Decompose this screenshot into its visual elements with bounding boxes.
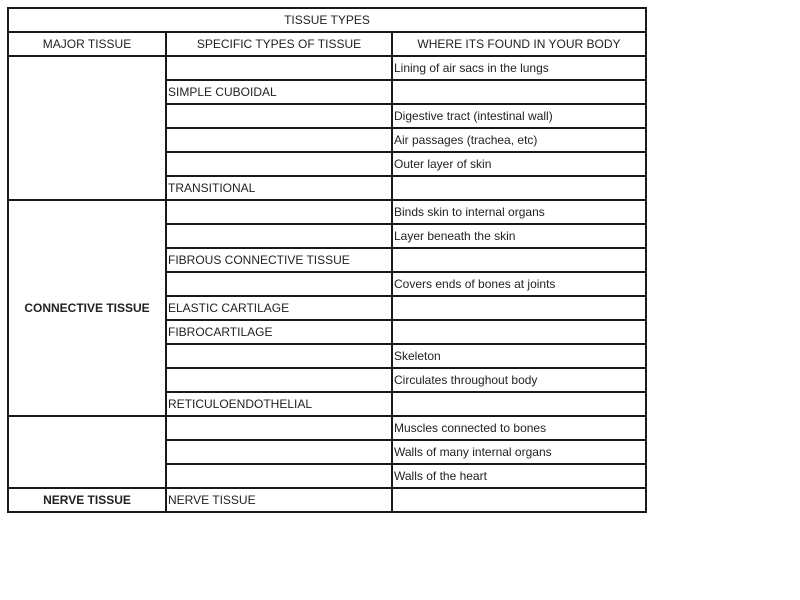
location-cell[interactable]: Lining of air sacs in the lungs (392, 56, 646, 80)
tissue-types-table (7, 7, 647, 513)
major-tissue-cell[interactable] (8, 56, 166, 200)
table-row (8, 200, 646, 224)
table-row (8, 56, 646, 80)
specific-type-cell[interactable] (166, 200, 392, 224)
specific-type-cell[interactable] (166, 416, 392, 440)
header-location: WHERE ITS FOUND IN YOUR BODY (392, 32, 646, 56)
location-cell[interactable] (392, 296, 646, 320)
major-tissue-cell: CONNECTIVE TISSUE (8, 200, 166, 416)
table-row (8, 488, 646, 512)
header-major-tissue: MAJOR TISSUE (8, 32, 166, 56)
specific-type-cell[interactable] (166, 128, 392, 152)
header-specific-types: SPECIFIC TYPES OF TISSUE (166, 32, 392, 56)
major-tissue-cell: NERVE TISSUE (8, 488, 166, 512)
location-cell[interactable]: Covers ends of bones at joints (392, 272, 646, 296)
location-cell[interactable] (392, 80, 646, 104)
specific-type-cell[interactable] (166, 464, 392, 488)
specific-type-cell[interactable] (166, 56, 392, 80)
specific-type-cell[interactable] (166, 440, 392, 464)
location-cell[interactable] (392, 176, 646, 200)
location-cell[interactable]: Circulates throughout body (392, 368, 646, 392)
specific-type-cell[interactable] (166, 344, 392, 368)
location-cell[interactable]: Walls of the heart (392, 464, 646, 488)
specific-type-cell[interactable]: FIBROCARTILAGE (166, 320, 392, 344)
location-cell[interactable]: Walls of many internal organs (392, 440, 646, 464)
location-cell[interactable]: Outer layer of skin (392, 152, 646, 176)
location-cell[interactable]: Skeleton (392, 344, 646, 368)
title-row (8, 8, 646, 32)
specific-type-cell[interactable]: TRANSITIONAL (166, 176, 392, 200)
location-cell[interactable] (392, 320, 646, 344)
location-cell[interactable]: Digestive tract (intestinal wall) (392, 104, 646, 128)
major-tissue-cell[interactable] (8, 416, 166, 488)
location-cell[interactable]: Binds skin to internal organs (392, 200, 646, 224)
specific-type-cell[interactable] (166, 224, 392, 248)
location-cell[interactable] (392, 248, 646, 272)
specific-type-cell[interactable]: SIMPLE CUBOIDAL (166, 80, 392, 104)
specific-type-cell[interactable] (166, 152, 392, 176)
specific-type-cell[interactable] (166, 104, 392, 128)
location-cell[interactable]: Air passages (trachea, etc) (392, 128, 646, 152)
specific-type-cell[interactable] (166, 368, 392, 392)
location-cell[interactable] (392, 488, 646, 512)
specific-type-cell[interactable]: RETICULOENDOTHELIAL (166, 392, 392, 416)
specific-type-cell[interactable] (166, 272, 392, 296)
location-cell[interactable]: Layer beneath the skin (392, 224, 646, 248)
table-title: TISSUE TYPES (8, 8, 646, 32)
header-row (8, 32, 646, 56)
location-cell[interactable] (392, 392, 646, 416)
specific-type-cell[interactable]: ELASTIC CARTILAGE (166, 296, 392, 320)
table-row (8, 416, 646, 440)
location-cell[interactable]: Muscles connected to bones (392, 416, 646, 440)
specific-type-cell[interactable]: NERVE TISSUE (166, 488, 392, 512)
specific-type-cell[interactable]: FIBROUS CONNECTIVE TISSUE (166, 248, 392, 272)
